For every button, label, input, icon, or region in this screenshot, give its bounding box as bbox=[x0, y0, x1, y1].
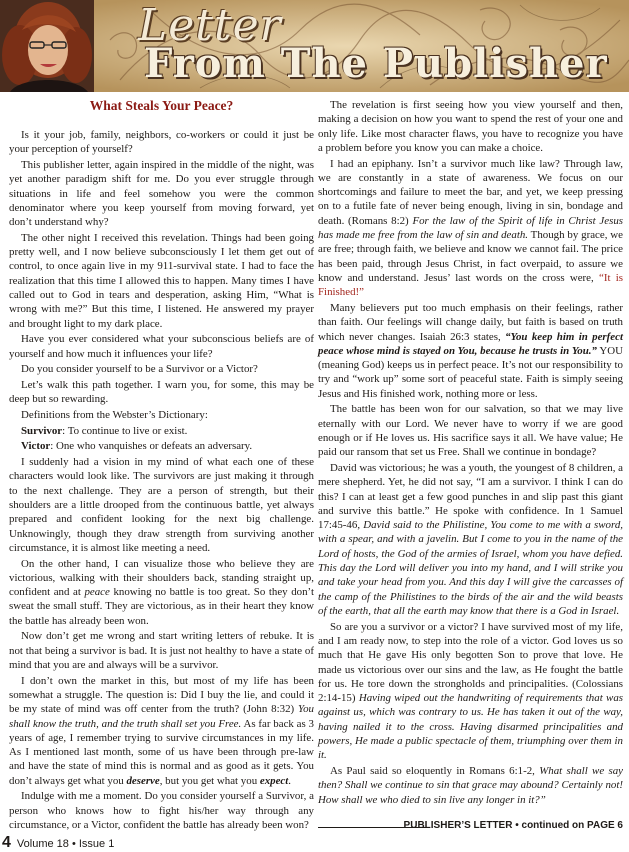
paragraph: Indulge with me a moment. Do you consider yourself a Survivor, a person who knows how to fight his/her way through any circumstance, or a Victor, confident the battle has already been won? bbox=[9, 790, 314, 832]
text-run: YOU (meaning God) keeps us in perfect peace. It’s not our responsibility to try and “work up” some sort of peaceful state. Faith is simply seeing Jesus and His finished work, nothing more or less. bbox=[318, 344, 624, 400]
it-is-finished-quote: “It is Finished!” bbox=[318, 271, 623, 299]
title-letter: Letter bbox=[138, 0, 282, 51]
banner-title bbox=[108, 2, 618, 90]
paragraph: Let’s walk this path together. I warn you, for some, this may be deep but so rewarding. bbox=[9, 379, 314, 406]
paragraph bbox=[318, 461, 623, 618]
paragraph: Is it your job, family, neighbors, co-workers or could it just be your perception of yourself? bbox=[9, 129, 314, 156]
text-run: , but you get what you bbox=[159, 774, 260, 787]
paragraph: This publisher letter, again inspired in the middle of the night, was yet another paradigm shift for me. Do you ever struggle through situations in life and feel somehow you were the common denominator where you keep yourself from moving forward, yet don’t understand why? bbox=[9, 158, 314, 229]
text-run: knowing no battle is too great. So they don’t sweat the small stuff. They are victorious, as in their heart they know the battle has already been won. bbox=[9, 586, 314, 627]
scripture-quote: What shall we say then? Shall we continue to sin that grace may abound? Certainly not! How shall we who died to sin live any longer in it?” bbox=[318, 765, 624, 806]
paragraph: Now don’t get me wrong and start writing letters of rebuke. It is not that being a survivor is bad. It is just not healthy to have a state of mind that you are and always will be a survivor. bbox=[9, 630, 314, 671]
text-run: On the other hand, I can visualize those who believe they are victorious, walking with their shoulders back, standing straight up, confident and at bbox=[9, 557, 314, 599]
right-column bbox=[318, 98, 623, 808]
article-heading: What Steals Your Peace? bbox=[89, 98, 234, 113]
paragraph bbox=[318, 620, 623, 763]
left-column bbox=[9, 98, 314, 834]
scripture-quote: You shall know the truth, and the truth shall set you Free. bbox=[9, 703, 314, 730]
text-run: David was victorious; he was a youth, the youngest of 8 children, a mere shepherd. Yet, he did not say, “I am a survivor. I think I can do this? I can at least get a few good punches in and slip past this giant and survive this battle.” He spoke with confidence. In 1 Samuel 17:45-46, bbox=[318, 461, 623, 532]
text-run: So are you a survivor or a victor? I have survived most of my life, and I am ready now, to step into the role of a victor. God loves us so much that He gave His only begotten Son to prove that love. He made us victorious over our sins and the law, as He fought the battle for us. He tore down the strongholds and principalities. (Colossians 2:14-15) bbox=[318, 620, 623, 705]
continued-note bbox=[318, 820, 623, 834]
scripture-quote: David said to the Philistine, You come to me with a sword, with a spear, and with a javelin. But I come to you in the name of the Lord of hosts, the God of the armies of Israel, whom you have defied. This day the Lord will deliver you into my hand, and I will strike you and take your head from you. And this day I will give the carcasses of the camp of the Philistines to the birds of the air and the wild beasts of the earth, that all the earth may know that there is a God in Israel. bbox=[318, 519, 623, 617]
header-banner bbox=[0, 0, 629, 92]
page-number: 4 bbox=[2, 834, 11, 851]
paragraph: The revelation is first seeing how you view yourself and then, making a decision on how you want to spend the rest of your one and only life. Like most character flaws, you have to recognize you have a problem before you know you can make a choice. bbox=[318, 99, 623, 154]
emphasis-expect: expect bbox=[259, 774, 289, 787]
paragraph bbox=[318, 301, 623, 401]
term-survivor: Survivor bbox=[21, 424, 63, 437]
text-run: As far back as 3 years of age, I remember trying to survive circumstances in my life. As I mentioned last month, some of us have been through pre-law and have the state of mind this is normal and as good as it gets. You don’t always get what you bbox=[9, 717, 314, 787]
text-run: Though by grace, we are free; through faith, we believe and know we cannot fail. The price has been paid, through Jesus Christ, in fact overpaid, to assure we know and understand. Jesus’ last words on the cross were, bbox=[318, 229, 623, 284]
definition-text: : To continue to live or exist. bbox=[62, 424, 188, 437]
text-run: Many believers put too much emphasis on their feelings, rather than faith. Our feelings will change daily, but faith is based on truth which never changes. Isaiah 26:3 states, bbox=[318, 301, 623, 343]
definition-survivor bbox=[9, 424, 314, 438]
text-run: I don’t own the market in this, but most of my life has been somewhat a struggle. The question is: Did I buy the lie, and could it be my state of mind was off center from the truth? (John 8:32) bbox=[9, 674, 314, 716]
paragraph: The battle has been won for our salvation, so that we may live eternally with our Lord. We never have to worry if we are good enough or if He loves us. His sacrifice says it all. We have value; He paid our ransom that set us Free. Shall we continue in bondage? bbox=[318, 403, 623, 459]
text-run: As Paul said so eloquently in Romans 6:1-2, bbox=[330, 765, 540, 777]
scripture-quote: For the law of the Spirit of life in Christ Jesus has made me free from the law of sin and death. bbox=[318, 214, 624, 242]
text-run: . bbox=[288, 774, 292, 787]
paragraph bbox=[9, 674, 314, 788]
definition-victor bbox=[9, 439, 314, 453]
paragraph: Definitions from the Webster’s Dictionary: bbox=[21, 408, 208, 421]
paragraph bbox=[318, 157, 623, 300]
scripture-quote: Having wiped out the handwriting of requirements that was against us, which was contrary to us. He has taken it out of the way, having nailed it to the cross. Having disarmed principalities and powers, He made a public spectacle of them, triumphing over them in it. bbox=[318, 692, 623, 762]
paragraph bbox=[9, 557, 314, 628]
paragraph: Have you ever considered what your subconscious beliefs are of yourself and how much it influences your life? bbox=[9, 333, 314, 360]
emphasis-peace: peace bbox=[84, 586, 110, 599]
paragraph: I suddenly had a vision in my mind of what each one of these characters would look like. The survivors are just making it through to the next challenge. They are a person of strength, but their shoulders are a little drooped from the continuous battle, yet always prepared and confident looking for the next big challenge. Unknowingly, though they draw strength from surviving another circumstance, it is almost like meeting a need. bbox=[9, 456, 314, 554]
term-victor: Victor bbox=[21, 440, 51, 453]
page-footer bbox=[2, 834, 114, 852]
publisher-portrait bbox=[0, 0, 94, 92]
text-run: I had an epiphany. Isn’t a survivor much like law? Through law, we are constantly in a state of awareness. We focus on our shortcomings and failure to meet the bar, and yet, we keep pressing on to a futile fate of never being enough, living in sin, bondage and death. (Romans 8:2) bbox=[318, 157, 623, 227]
paragraph: The other night I received this revelation. Things had been going pretty well, and I now believe subconsciously I let them get out of control, to once again live in my 911-survival state. I had to face the realization that this time I allowed this to happen. Many times I have called out to God in tears and desperation, asking Him, “What is wrong with me?” But this time, I listened. He answered my prayer and brought light to my dark place. bbox=[9, 231, 314, 330]
continued-text: PUBLISHER’S LETTER • continued on PAGE 6 bbox=[403, 820, 623, 831]
paragraph bbox=[318, 764, 623, 807]
emphasis-deserve: deserve bbox=[126, 774, 160, 787]
issue-label: Volume 18 • Issue 1 bbox=[16, 838, 115, 850]
definition-text: : One who vanquishes or defeats an adversary. bbox=[50, 440, 253, 453]
title-from-the-publisher: From The Publisher bbox=[144, 40, 608, 87]
scripture-quote-bold: “You keep him in perfect peace whose mind is stayed on You, because he trusts in You.” bbox=[318, 330, 623, 357]
divider bbox=[318, 827, 426, 828]
paragraph: Do you consider yourself to be a Survivor or a Victor? bbox=[21, 363, 258, 376]
